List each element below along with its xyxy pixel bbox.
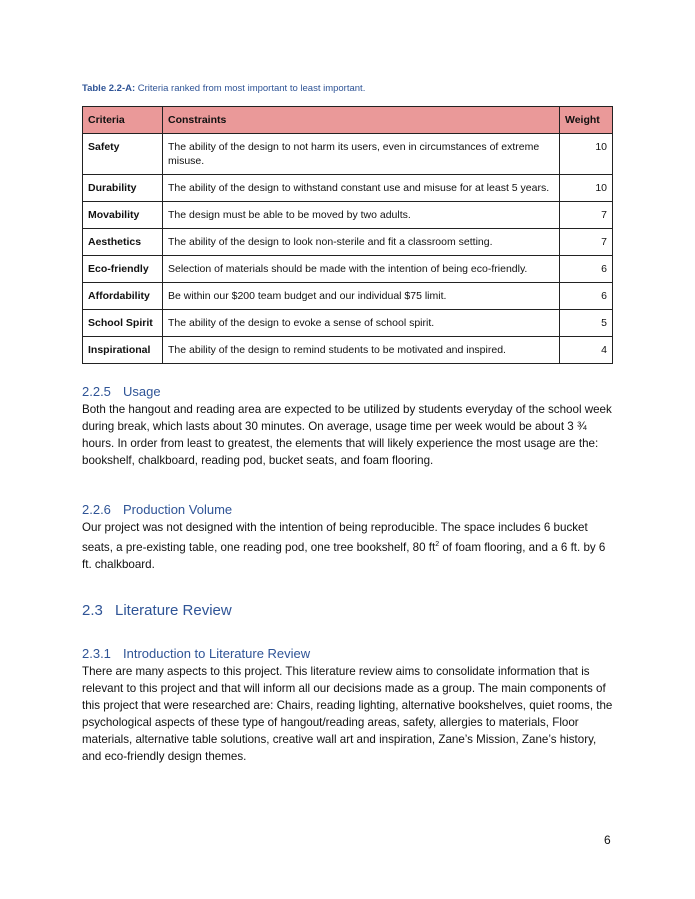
production-heading-title: Production Volume bbox=[123, 502, 233, 517]
header-weight: Weight bbox=[560, 107, 613, 134]
constraint-cell: The design must be able to be moved by two adults. bbox=[163, 202, 560, 229]
weight-cell: 5 bbox=[560, 310, 613, 337]
weight-cell: 10 bbox=[560, 175, 613, 202]
criteria-cell: Movability bbox=[83, 202, 163, 229]
lit-review-heading-number: 2.3 bbox=[82, 602, 103, 619]
constraint-cell: The ability of the design to look non-sterile and fit a classroom setting. bbox=[163, 229, 560, 256]
production-text-start: Our project was not designed with the intention of being reproducible. The space includes 6 bucket seats, a pre-existing table, one reading pod, one tree bookshelf, 80 ft bbox=[82, 521, 588, 554]
weight-cell: 4 bbox=[560, 337, 613, 364]
usage-heading-number: 2.2.5 bbox=[82, 384, 111, 399]
criteria-cell: Affordability bbox=[83, 283, 163, 310]
header-constraints: Constraints bbox=[163, 107, 560, 134]
production-text-end: of foam flooring, and a 6 ft. by 6 ft. chalkboard. bbox=[82, 540, 606, 571]
production-heading-number: 2.2.6 bbox=[82, 502, 111, 517]
page-number: 6 bbox=[604, 833, 611, 847]
constraint-cell: The ability of the design to not harm its users, even in circumstances of extreme misuse. bbox=[163, 134, 560, 175]
criteria-cell: Aesthetics bbox=[83, 229, 163, 256]
table-header-row bbox=[83, 107, 613, 134]
table-row bbox=[83, 202, 613, 229]
usage-heading bbox=[82, 384, 161, 399]
weight-cell: 6 bbox=[560, 256, 613, 283]
criteria-cell: School Spirit bbox=[83, 310, 163, 337]
table-row bbox=[83, 256, 613, 283]
constraint-cell: The ability of the design to withstand constant use and misuse for at least 5 years. bbox=[163, 175, 560, 202]
weight-cell: 10 bbox=[560, 134, 613, 175]
production-heading bbox=[82, 502, 232, 517]
table-row bbox=[83, 175, 613, 202]
table-caption-text: Criteria ranked from most important to least important. bbox=[135, 83, 366, 94]
constraint-cell: Selection of materials should be made with the intention of being eco-friendly. bbox=[163, 256, 560, 283]
intro-heading-title: Introduction to Literature Review bbox=[123, 646, 311, 661]
criteria-cell: Eco-friendly bbox=[83, 256, 163, 283]
weight-cell: 7 bbox=[560, 202, 613, 229]
constraint-cell: Be within our $200 team budget and our individual $75 limit. bbox=[163, 283, 560, 310]
criteria-cell: Safety bbox=[83, 134, 163, 175]
table-caption-label: Table 2.2-A: bbox=[82, 83, 136, 94]
weight-cell: 7 bbox=[560, 229, 613, 256]
table-row bbox=[83, 229, 613, 256]
table-row bbox=[83, 337, 613, 364]
lit-review-heading bbox=[82, 602, 232, 619]
criteria-table bbox=[82, 106, 613, 364]
criteria-cell: Inspirational bbox=[83, 337, 163, 364]
lit-review-heading-title: Literature Review bbox=[115, 602, 232, 619]
usage-paragraph: Both the hangout and reading area are expected to be utilized by students everyday of the school week during break, which lasts about 30 minutes. On average, usage time per week would be about 3 ¾ hours. In order from least to greatest, the elements that will likely experience the most usage are the: bookshelf, chalkboard, reading pod, bucket seats, and foam flooring. bbox=[82, 403, 612, 467]
table-row bbox=[83, 283, 613, 310]
intro-paragraph: There are many aspects to this project. This literature review aims to consolidate information that is relevant to this project and that will inform all our decisions made as a group. The main components of this project that were researched are: Chairs, reading lighting, alternative bookshelves, quiet rooms, the psychological aspects of these type of hangout/reading areas, safety, allergies to materials, Floor materials, alternative table solutions, creative wall art and inspiration, Zane’s Mission, Zane’s history, and eco-friendly design themes. bbox=[82, 665, 613, 763]
intro-heading-number: 2.3.1 bbox=[82, 646, 111, 661]
usage-heading-title: Usage bbox=[123, 384, 161, 399]
table-caption bbox=[82, 83, 365, 94]
header-criteria: Criteria bbox=[83, 107, 163, 134]
constraint-cell: The ability of the design to remind students to be motivated and inspired. bbox=[163, 337, 560, 364]
weight-cell: 6 bbox=[560, 283, 613, 310]
superscript-two: 2 bbox=[435, 541, 440, 548]
table-row bbox=[83, 134, 613, 175]
criteria-cell: Durability bbox=[83, 175, 163, 202]
constraint-cell: The ability of the design to evoke a sense of school spirit. bbox=[163, 310, 560, 337]
production-paragraph bbox=[82, 519, 614, 573]
table-row bbox=[83, 310, 613, 337]
intro-heading bbox=[82, 646, 310, 661]
